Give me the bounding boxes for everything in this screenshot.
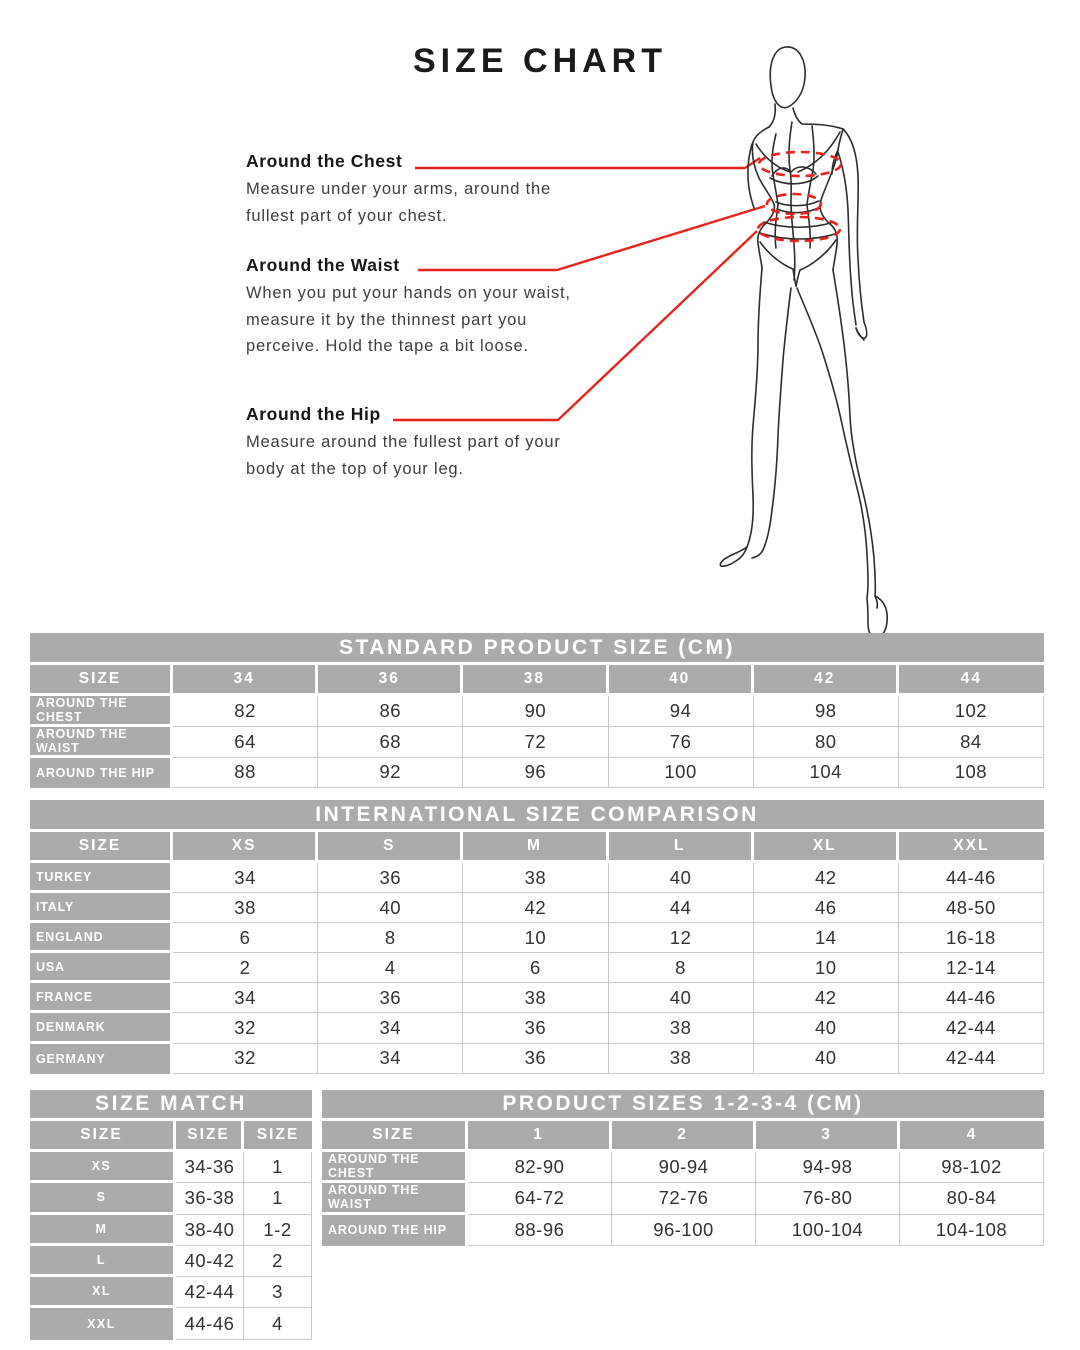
table-cell: 36 [318,863,463,893]
table-cell: 88 [173,758,318,789]
table-cell: 34 [173,983,318,1013]
column-header: S [318,832,463,863]
column-header: SIZE [176,1121,244,1152]
table-cell: 76 [609,727,754,758]
table-cell: 42 [754,863,899,893]
table-cell: 80 [754,727,899,758]
table-cell: 72-76 [612,1183,756,1214]
table-cell: 38 [463,983,608,1013]
instruction-line: Measure under your arms, around the [246,180,551,198]
column-header: 3 [756,1121,900,1152]
column-header: SIZE [30,1121,176,1152]
table-cell: 42 [463,893,608,923]
row-label: AROUND THE CHEST [322,1152,468,1183]
instruction-body [246,429,666,482]
table-cell: 3 [244,1277,312,1308]
table-cell: 82-90 [468,1152,612,1183]
table-cell: 44 [609,893,754,923]
table-cell: 98-102 [900,1152,1044,1183]
table-cell: 32 [173,1013,318,1043]
column-header: 44 [899,665,1044,696]
table-cell: 96 [463,758,608,789]
table-cell: 12-14 [899,953,1044,983]
table-cell: 12 [609,923,754,953]
table-cell: 1 [244,1152,312,1183]
table-cell: 40 [754,1044,899,1074]
table-cell: 4 [244,1308,312,1339]
table-cell: 104-108 [900,1215,1044,1246]
table-cell: 10 [754,953,899,983]
row-label: AROUND THE HIP [30,758,173,789]
row-label: XS [30,1152,176,1183]
croquis-sketch [720,47,887,638]
column-header: 34 [173,665,318,696]
table-cell: 80-84 [900,1183,1044,1214]
table-cell: 36 [463,1044,608,1074]
table-cell: 90 [463,696,608,727]
table-cell: 44-46 [899,983,1044,1013]
table-cell: 44-46 [176,1308,244,1339]
table-cell: 108 [899,758,1044,789]
international-size-table [30,800,1044,1074]
table-cell: 1-2 [244,1215,312,1246]
table-title: SIZE MATCH [30,1090,312,1121]
size-match-table [30,1090,312,1340]
table-title: PRODUCT SIZES 1-2-3-4 (CM) [322,1090,1044,1121]
column-header: 42 [754,665,899,696]
table-cell: 36 [463,1013,608,1043]
table-cell: 34 [318,1013,463,1043]
column-header: 40 [609,665,754,696]
table-cell: 46 [754,893,899,923]
column-header: XXL [899,832,1044,863]
table-cell: 100 [609,758,754,789]
table-cell: 36 [318,983,463,1013]
table-cell: 64 [173,727,318,758]
table-cell: 1 [244,1183,312,1214]
hip-marker-ellipse [758,217,840,241]
table-cell: 6 [463,953,608,983]
table-cell: 96-100 [612,1215,756,1246]
table-cell: 8 [318,923,463,953]
row-label: M [30,1215,176,1246]
column-header: SIZE [30,832,173,863]
column-header: XL [754,832,899,863]
row-label: TURKEY [30,863,173,893]
instruction-heading: Around the Hip [246,404,381,424]
table-cell: 16-18 [899,923,1044,953]
table-cell: 8 [609,953,754,983]
table-cell: 40 [318,893,463,923]
table-cell: 94 [609,696,754,727]
column-header: 4 [900,1121,1044,1152]
row-label: AROUND THE WAIST [30,727,173,758]
row-label: FRANCE [30,983,173,1013]
table-cell: 84 [899,727,1044,758]
row-label: AROUND THE HIP [322,1215,468,1246]
page-title: SIZE CHART [413,42,667,80]
instruction-line: When you put your hands on your waist, [246,284,571,302]
table-cell: 34 [173,863,318,893]
product-sizes-table [322,1090,1044,1246]
table-cell: 76-80 [756,1183,900,1214]
table-cell: 98 [754,696,899,727]
table-cell: 102 [899,696,1044,727]
table-cell: 42-44 [899,1044,1044,1074]
instruction-waist [246,255,666,360]
column-header: 1 [468,1121,612,1152]
table-cell: 82 [173,696,318,727]
instruction-line: fullest part of your chest. [246,206,448,225]
column-header: 2 [612,1121,756,1152]
row-label: S [30,1183,176,1214]
table-cell: 2 [173,953,318,983]
table-cell: 40 [609,863,754,893]
table-cell: 34-36 [176,1152,244,1183]
column-header: SIZE [244,1121,312,1152]
row-label: XXL [30,1308,176,1339]
instruction-hip [246,404,666,482]
table-cell: 38 [609,1044,754,1074]
table-cell: 6 [173,923,318,953]
table-cell: 88-96 [468,1215,612,1246]
instruction-body [246,176,666,229]
table-cell: 36-38 [176,1183,244,1214]
instruction-line: measure it by the thinnest part you [246,310,528,329]
table-cell: 34 [318,1044,463,1074]
standard-product-size-table [30,633,1044,788]
instruction-line: Measure around the fullest part of your [246,433,561,451]
table-cell: 40-42 [176,1246,244,1277]
table-cell: 92 [318,758,463,789]
column-header: SIZE [322,1121,468,1152]
table-cell: 100-104 [756,1215,900,1246]
column-header: L [609,832,754,863]
table-cell: 72 [463,727,608,758]
row-label: AROUND THE WAIST [322,1183,468,1214]
instruction-body [246,280,666,360]
table-cell: 44-46 [899,863,1044,893]
table-cell: 32 [173,1044,318,1074]
table-cell: 2 [244,1246,312,1277]
column-header: SIZE [30,665,173,696]
table-cell: 14 [754,923,899,953]
row-label: AROUND THE CHEST [30,696,173,727]
table-cell: 42-44 [899,1013,1044,1043]
table-cell: 86 [318,696,463,727]
table-cell: 104 [754,758,899,789]
row-label: USA [30,953,173,983]
table-cell: 94-98 [756,1152,900,1183]
table-cell: 40 [609,983,754,1013]
row-label: DENMARK [30,1013,173,1043]
instruction-chest [246,151,666,229]
table-cell: 38 [609,1013,754,1043]
column-header: 38 [463,665,608,696]
table-cell: 10 [463,923,608,953]
row-label: GERMANY [30,1044,173,1074]
column-header: XS [173,832,318,863]
table-cell: 68 [318,727,463,758]
row-label: ENGLAND [30,923,173,953]
instruction-heading: Around the Waist [246,255,400,275]
row-label: L [30,1246,176,1277]
column-header: 36 [318,665,463,696]
table-cell: 38 [463,863,608,893]
table-title: STANDARD PRODUCT SIZE (CM) [30,633,1044,665]
instruction-line: body at the top of your leg. [246,459,464,478]
instruction-heading: Around the Chest [246,151,403,171]
table-cell: 90-94 [612,1152,756,1183]
table-cell: 42 [754,983,899,1013]
table-cell: 48-50 [899,893,1044,923]
table-cell: 42-44 [176,1277,244,1308]
instruction-line: perceive. Hold the tape a bit loose. [246,337,529,355]
column-header: M [463,832,608,863]
row-label: ITALY [30,893,173,923]
table-cell: 38 [173,893,318,923]
table-cell: 64-72 [468,1183,612,1214]
table-cell: 40 [754,1013,899,1043]
table-title: INTERNATIONAL SIZE COMPARISON [30,800,1044,832]
table-cell: 4 [318,953,463,983]
row-label: XL [30,1277,176,1308]
table-cell: 38-40 [176,1215,244,1246]
